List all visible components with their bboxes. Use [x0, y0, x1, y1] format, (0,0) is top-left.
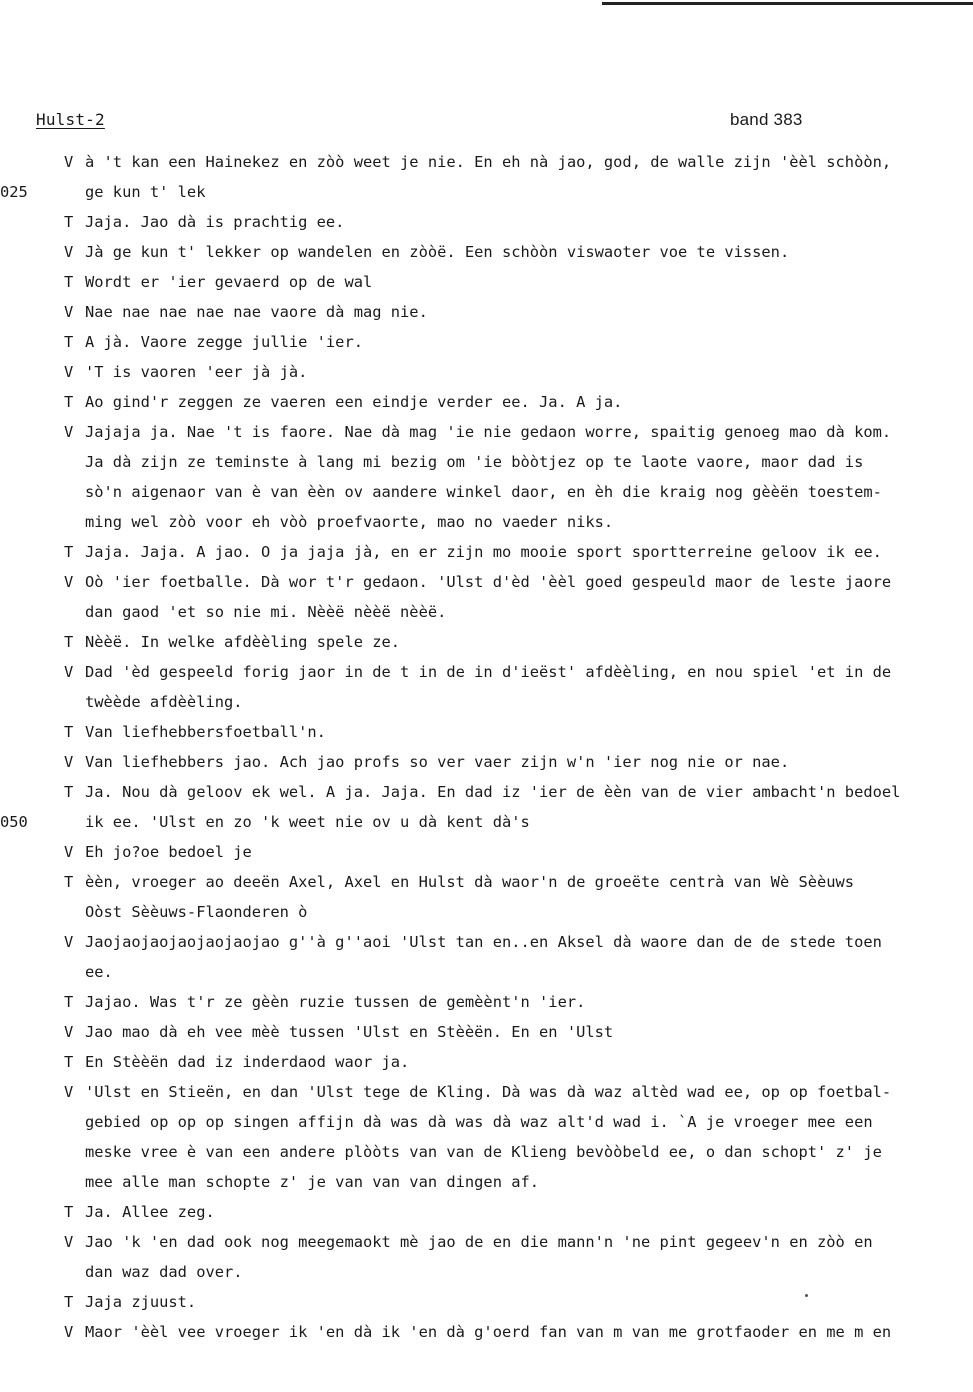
utterance-text: 'Ulst en Stieën, en dan 'Ulst tege de Kling. Dà was dà waz altèd wad ee, op op foetbal- — [85, 1083, 892, 1101]
speaker-label: V — [64, 153, 74, 171]
line-number: 050 — [0, 813, 28, 831]
speaker-label: V — [64, 423, 74, 441]
transcript-line — [0, 1081, 973, 1111]
speaker-label: T — [64, 393, 74, 411]
transcript-line — [0, 871, 973, 901]
speaker-label: T — [64, 633, 74, 651]
transcript-line — [0, 151, 973, 181]
utterance-text: Jaja. Jaja. A jao. O ja jaja jà, en er zijn mo mooie sport sportterreine geloov ik ee. — [85, 543, 882, 561]
speaker-label: V — [64, 843, 74, 861]
utterance-text: Jao mao dà eh vee mèè tussen 'Ulst en Stèèën. En en 'Ulst — [85, 1023, 614, 1041]
speaker-label: T — [64, 993, 74, 1011]
transcript-line — [0, 961, 973, 991]
speaker-label: T — [64, 723, 74, 741]
utterance-text: mee alle man schopte z' je van van van dingen af. — [85, 1173, 540, 1191]
speaker-label: V — [64, 303, 74, 321]
utterance-text: Ja. Allee zeg. — [85, 1203, 215, 1221]
utterance-text: En Stèèën dad iz inderdaod waor ja. — [85, 1053, 410, 1071]
utterance-text: Jajaja ja. Nae 't is faore. Nae dà mag 'ie nie gedaon worre, spaitig genoeg mao dà kom. — [85, 423, 892, 441]
transcript-line — [0, 271, 973, 301]
speaker-label: V — [64, 933, 74, 951]
transcript-line — [0, 511, 973, 541]
transcript-line — [0, 211, 973, 241]
document-id: Hulst-2 — [36, 110, 105, 129]
utterance-text: Wordt er 'ier gevaerd op de wal — [85, 273, 373, 291]
utterance-text: ming wel zòò voor eh vòò proefvaorte, mao no vaeder niks. — [85, 513, 614, 531]
utterance-text: dan gaod 'et so nie mi. Nèèë nèèë nèèë. — [85, 603, 447, 621]
utterance-text: Jà ge kun t' lekker op wandelen en zòòë. Een schòòn viswaoter voe te vissen. — [85, 243, 790, 261]
utterance-text: Van liefhebbers jao. Ach jao profs so ver vaer zijn w'n 'ier nog nie or nae. — [85, 753, 790, 771]
transcript-line — [0, 1021, 973, 1051]
scan-speck — [805, 1294, 808, 1297]
speaker-label: V — [64, 1323, 74, 1341]
transcript-line — [0, 751, 973, 781]
utterance-text: meske vree è van een andere plòòts van van de Klieng bevòòbeld ee, o dan schopt' z' je — [85, 1143, 882, 1161]
speaker-label: T — [64, 783, 74, 801]
speaker-label: V — [64, 243, 74, 261]
transcript-line — [0, 991, 973, 1021]
utterance-text: A jà. Vaore zegge jullie 'ier. — [85, 333, 363, 351]
utterance-text: Nèèë. In welke afdèèling spele ze. — [85, 633, 401, 651]
utterance-text: Jaja. Jao dà is prachtig ee. — [85, 213, 345, 231]
speaker-label: T — [64, 213, 74, 231]
utterance-text: dan waz dad over. — [85, 1263, 243, 1281]
speaker-label: V — [64, 663, 74, 681]
utterance-text: gebied op op op singen affijn dà was dà was dà waz alt'd wad i. `A je vroeger mee een — [85, 1113, 873, 1131]
transcript-line — [0, 1171, 973, 1201]
transcript-line — [0, 241, 973, 271]
transcript — [0, 151, 973, 1351]
utterance-text: Eh jo?oe bedoel je — [85, 843, 252, 861]
transcript-line — [0, 661, 973, 691]
speaker-label: T — [64, 1053, 74, 1071]
transcript-line — [0, 1111, 973, 1141]
utterance-text: 'T is vaoren 'eer jà jà. — [85, 363, 308, 381]
transcript-line — [0, 541, 973, 571]
utterance-text: sò'n aigenaor van è van èèn ov aandere winkel daor, en èh die kraig nog gèèën toestem- — [85, 483, 882, 501]
utterance-text: Oòst Sèèuws-Flaonderen ò — [85, 903, 308, 921]
speaker-label: V — [64, 1233, 74, 1251]
line-number: 025 — [0, 183, 28, 201]
tape-number: band 383 — [730, 110, 803, 129]
speaker-label: T — [64, 1203, 74, 1221]
transcript-line — [0, 1231, 973, 1261]
speaker-label: T — [64, 1293, 74, 1311]
transcript-line — [0, 361, 973, 391]
transcript-line — [0, 1051, 973, 1081]
transcript-line — [0, 841, 973, 871]
transcript-line — [0, 811, 973, 841]
utterance-text: Maor 'èèl vee vroeger ik 'en dà ik 'en dà g'oerd fan van m van me grotfaoder en me m en — [85, 1323, 892, 1341]
utterance-text: Jajao. Was t'r ze gèèn ruzie tussen de gemèènt'n 'ier. — [85, 993, 586, 1011]
utterance-text: Jaja zjuust. — [85, 1293, 197, 1311]
top-rule — [602, 2, 973, 5]
speaker-label: T — [64, 873, 74, 891]
transcript-line — [0, 721, 973, 751]
transcript-line — [0, 421, 973, 451]
transcript-line — [0, 601, 973, 631]
utterance-text: Nae nae nae nae nae vaore dà mag nie. — [85, 303, 428, 321]
transcript-line — [0, 451, 973, 481]
transcript-line — [0, 391, 973, 421]
transcript-line — [0, 331, 973, 361]
transcript-line — [0, 1261, 973, 1291]
speaker-label: V — [64, 573, 74, 591]
speaker-label: V — [64, 1023, 74, 1041]
transcript-line — [0, 181, 973, 211]
utterance-text: twèède afdèèling. — [85, 693, 243, 711]
speaker-label: V — [64, 753, 74, 771]
speaker-label: V — [64, 363, 74, 381]
utterance-text: Ja dà zijn ze teminste à lang mi bezig om 'ie bòòtjez op te laote vaore, maor dad is — [85, 453, 864, 471]
transcript-line — [0, 481, 973, 511]
transcript-line — [0, 571, 973, 601]
transcript-line — [0, 1291, 973, 1321]
speaker-label: V — [64, 1083, 74, 1101]
transcript-line — [0, 901, 973, 931]
utterance-text: ge kun t' lek — [85, 183, 206, 201]
utterance-text: à 't kan een Hainekez en zòò weet je nie. En eh nà jao, god, de walle zijn 'èèl schòòn, — [85, 153, 892, 171]
transcript-line — [0, 631, 973, 661]
utterance-text: Jaojaojaojaojaojaojao g''à g''aoi 'Ulst tan en..en Aksel dà waore dan de de stede toen — [85, 933, 882, 951]
speaker-label: T — [64, 333, 74, 351]
transcript-line — [0, 1141, 973, 1171]
utterance-text: Ja. Nou dà geloov ek wel. A ja. Jaja. En dad iz 'ier de èèn van de vier ambacht'n bedoel — [85, 783, 901, 801]
utterance-text: Dad 'èd gespeeld forig jaor in de t in de in d'ieëst' afdèèling, en nou spiel 'et in de — [85, 663, 892, 681]
utterance-text: ee. — [85, 963, 113, 981]
utterance-text: Van liefhebbersfoetball'n. — [85, 723, 326, 741]
speaker-label: T — [64, 543, 74, 561]
utterance-text: èèn, vroeger ao deeën Axel, Axel en Hulst dà waor'n de groeëte centrà van Wè Sèèuws — [85, 873, 855, 891]
utterance-text: Jao 'k 'en dad ook nog meegemaokt mè jao de en die mann'n 'ne pint gegeev'n en zòò en — [85, 1233, 873, 1251]
transcript-line — [0, 1201, 973, 1231]
transcript-line — [0, 1321, 973, 1351]
transcript-line — [0, 691, 973, 721]
utterance-text: Ao gind'r zeggen ze vaeren een eindje verder ee. Ja. A ja. — [85, 393, 623, 411]
transcript-line — [0, 931, 973, 961]
utterance-text: Oò 'ier foetballe. Dà wor t'r gedaon. 'Ulst d'èd 'èèl goed gespeuld maor de leste jaore — [85, 573, 892, 591]
transcript-line — [0, 301, 973, 331]
transcript-line — [0, 781, 973, 811]
speaker-label: T — [64, 273, 74, 291]
utterance-text: ik ee. 'Ulst en zo 'k weet nie ov u dà kent dà's — [85, 813, 530, 831]
